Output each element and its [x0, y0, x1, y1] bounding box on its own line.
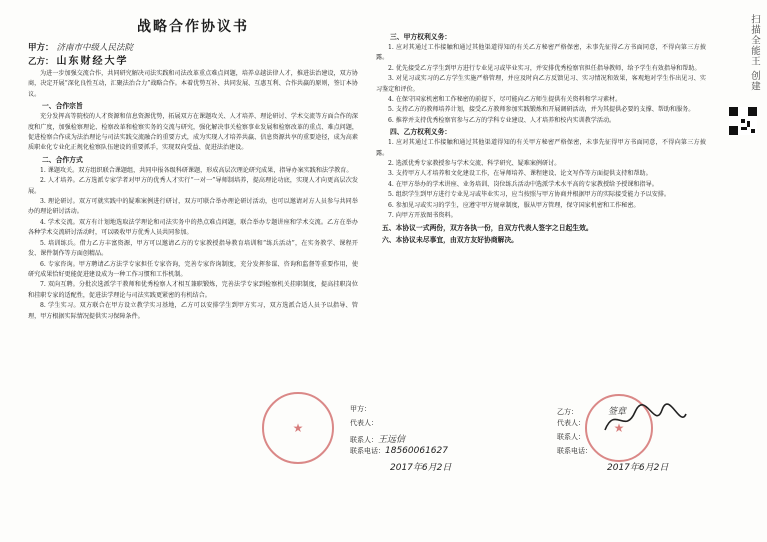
- list-item: 2. 选派优秀专家教授参与学术交流、科学研究、疑难案例研讨。: [388, 160, 561, 168]
- sig-rep-label: 代表人：: [557, 419, 585, 427]
- party-a-value: 济南市中级人民法院: [56, 43, 133, 53]
- handwritten-signature-icon: [600, 400, 690, 440]
- watermark-text: 扫描全能王 创建: [749, 14, 760, 92]
- list-item: 5. 支持乙方的教师培养计划，接受乙方教师参加实践锻炼和开展调研活动，并为其提供必要的支撑、帮助和服务。: [388, 106, 695, 114]
- sig-phone-label: 联系电话：: [557, 447, 592, 455]
- section2-title: 二、合作方式: [42, 155, 83, 164]
- list-item: 4. 学术交流。双方有计划地选取法学理论和司法实务中的热点难点问题，联合举办专题讲座和学术交流。乙方在举办各种学术交流研讨活动时，可以吸收甲方优秀人员共同参加。: [28, 218, 358, 237]
- seal-star-icon: ★: [292, 421, 304, 435]
- sig-phone-label: 联系电话：: [350, 447, 385, 455]
- list-item: 1. 应对其通过工作接触和通过其他渠道得知的有关乙方秘密严格保密，未事先征得乙方书面同意，不得向第三方披露。: [376, 44, 706, 62]
- list-item: 4. 在甲方举办的学术讲座、业务培训、岗位练兵活动中选派学术水平高的专家教授给予授课和指导。: [388, 180, 658, 188]
- section6-text: 六、本协议未尽事宜，由双方友好协商解决。: [382, 235, 518, 244]
- party-b-value: 山东财经大学: [56, 56, 129, 67]
- list-item: 2. 人才培养。乙方选派专家学者对甲方的优秀人才实行“一对一”导师制培养，提高理论功底，实现人才向更高层次发展。: [28, 177, 358, 195]
- list-item: 7. 双向互聘。分批次选派学干教师和优秀检察人才相互兼职锻炼，完善法学专家到检察机关挂职制度，提高挂职岗位和挂职专家的适配性，促进法学理论与司法实践更紧密的有机结合。: [28, 281, 358, 299]
- intro-paragraph: 为进一步加强交流合作，共同研究解决司法实践和司法改革重点难点问题，培养卓越法律人才，推进法治建设，双方协商，决定开展“深化良性互动，汇聚法治合力”战略合作。本着优势互补、共同发展、互惠互利、合作共赢的原则，签订本协议。: [28, 70, 358, 98]
- list-item: 1. 课题攻关。双方组织联合课题组，共同申报各级科研课题，形成高层次理论研究成果，指导办案实践和法学教育。: [40, 166, 353, 174]
- section5-text: 五、本协议一式两份，双方各执一份，自双方代表人签字之日起生效。: [382, 223, 593, 232]
- document-title: 战略合作协议书: [137, 19, 249, 35]
- list-item: 6. 推荐并支持优秀检察官参与乙方的学科专业建设、人才培养和校内实训教学活动。: [388, 116, 616, 124]
- section4-title: 四、乙方权利义务：: [390, 128, 452, 137]
- court-seal: [262, 392, 334, 464]
- list-item: 2. 优先接受乙方学生到甲方进行专业见习或毕业实习，并安排优秀检察官担任指导教师，给予学生有效指导和帮助。: [388, 64, 701, 72]
- list-item: 8. 学生实习。双方联合在甲方设立教学实习基地，乙方可以安排学生到甲方实习，双方选派合适人员予以指导、管理，甲方根据实际情况提供实习保障条件。: [28, 302, 358, 320]
- list-item: 6. 专家咨询。甲方聘请乙方法学专家担任专家咨询，完善专家咨询制度，充分发挥参谋、咨询和监督等重要作用，使研究成果恰好更能促进建设成为一种工作习惯和工作机制。: [28, 260, 358, 278]
- list-item: 5. 组织学生到甲方进行专业见习或毕业实习，应当按照与甲方协商并根据甲方的实际接受能力予以安排。: [388, 191, 670, 199]
- section1-text: 充分发挥高等院校的人才资源和信息资源优势，拓展双方在课题攻关、人才培养、理论研讨、学术交流等方面合作的深度和广度，加强检察理论、检察改革和检察实务的交流与研究，强化解决事关检察事业发展和检察改革的重点、难点问题，促进检察合作成为法治理论与司法实践交流融合的重要方式，成为实现人才培养共赢、信息资源共享的重要途径，成为高素质职业化专业化正规化检察队伍建设的重要抓手，实现双向受益、促进法治建设。: [28, 113, 358, 152]
- sig-b-label: 乙方：: [557, 408, 578, 416]
- list-item: 4. 在保守国家机密和工作秘密的前提下，尽可能向乙方师生提供有关资料和学习素材。: [388, 96, 622, 104]
- list-item: 5. 培训练兵。借力乙方丰富资源，甲方可以邀请乙方的专家教授指导教育培训和“练兵活动”，在实务教学、课程开发、课件制作等方面创精品。: [28, 239, 358, 258]
- section3-title: 三、甲方权利义务：: [390, 33, 452, 41]
- sig-contact-value: 王远信: [378, 435, 406, 445]
- party-a-line: [28, 42, 358, 55]
- sig-date: 2017年6月2日: [607, 463, 669, 473]
- party-a-signature-block: [350, 404, 480, 474]
- list-item: 7. 向甲方开放图书资料。: [388, 212, 457, 220]
- sig-contact-label: 联系人：: [557, 433, 585, 441]
- list-item: 3. 理论研讨。双方可就实践中的疑难案例进行研讨，双方可联合举办理论研讨活动，也可以邀请对方人员参与共同举办的理论研讨活动。: [28, 198, 358, 216]
- qr-code-icon: [729, 107, 757, 135]
- section1-title: 一、合作宗旨: [42, 102, 83, 111]
- list-item: 6. 参加见习或实习的学生，应遵守甲方规章制度，服从甲方管理，保守国家机密和工作秘密。: [388, 201, 640, 209]
- sig-contact-label: 联系人：: [350, 436, 378, 444]
- seal-star-icon: ★: [613, 421, 625, 435]
- party-b-line: [28, 55, 358, 69]
- party-a-label: 甲方：: [28, 43, 54, 53]
- list-item: 1. 应对其通过工作接触和通过其他渠道得知的有关甲方秘密严格保密，未事先征得甲方书面同意，不得向第三方披露。: [376, 139, 706, 157]
- list-item: 3. 支持甲方人才培养和文化建设工作，在导师培养、课程建设、论文写作等方面提供支持和帮助。: [388, 170, 652, 178]
- sig-phone-value: 18560061627: [385, 446, 448, 456]
- list-item: 3. 对见习或实习的乙方学生实施严格管理，并应及时向乙方反馈见习、实习情况和效果，客观地对学生作出见习、实习鉴定和评价。: [376, 75, 706, 93]
- sig-date: 2017年6月2日: [390, 463, 452, 473]
- sig-b-hand: 签章: [608, 407, 627, 417]
- sig-rep-label: 代表人：: [350, 419, 378, 427]
- party-b-label: 乙方：: [28, 57, 54, 67]
- sig-a-label: 甲方：: [350, 405, 371, 413]
